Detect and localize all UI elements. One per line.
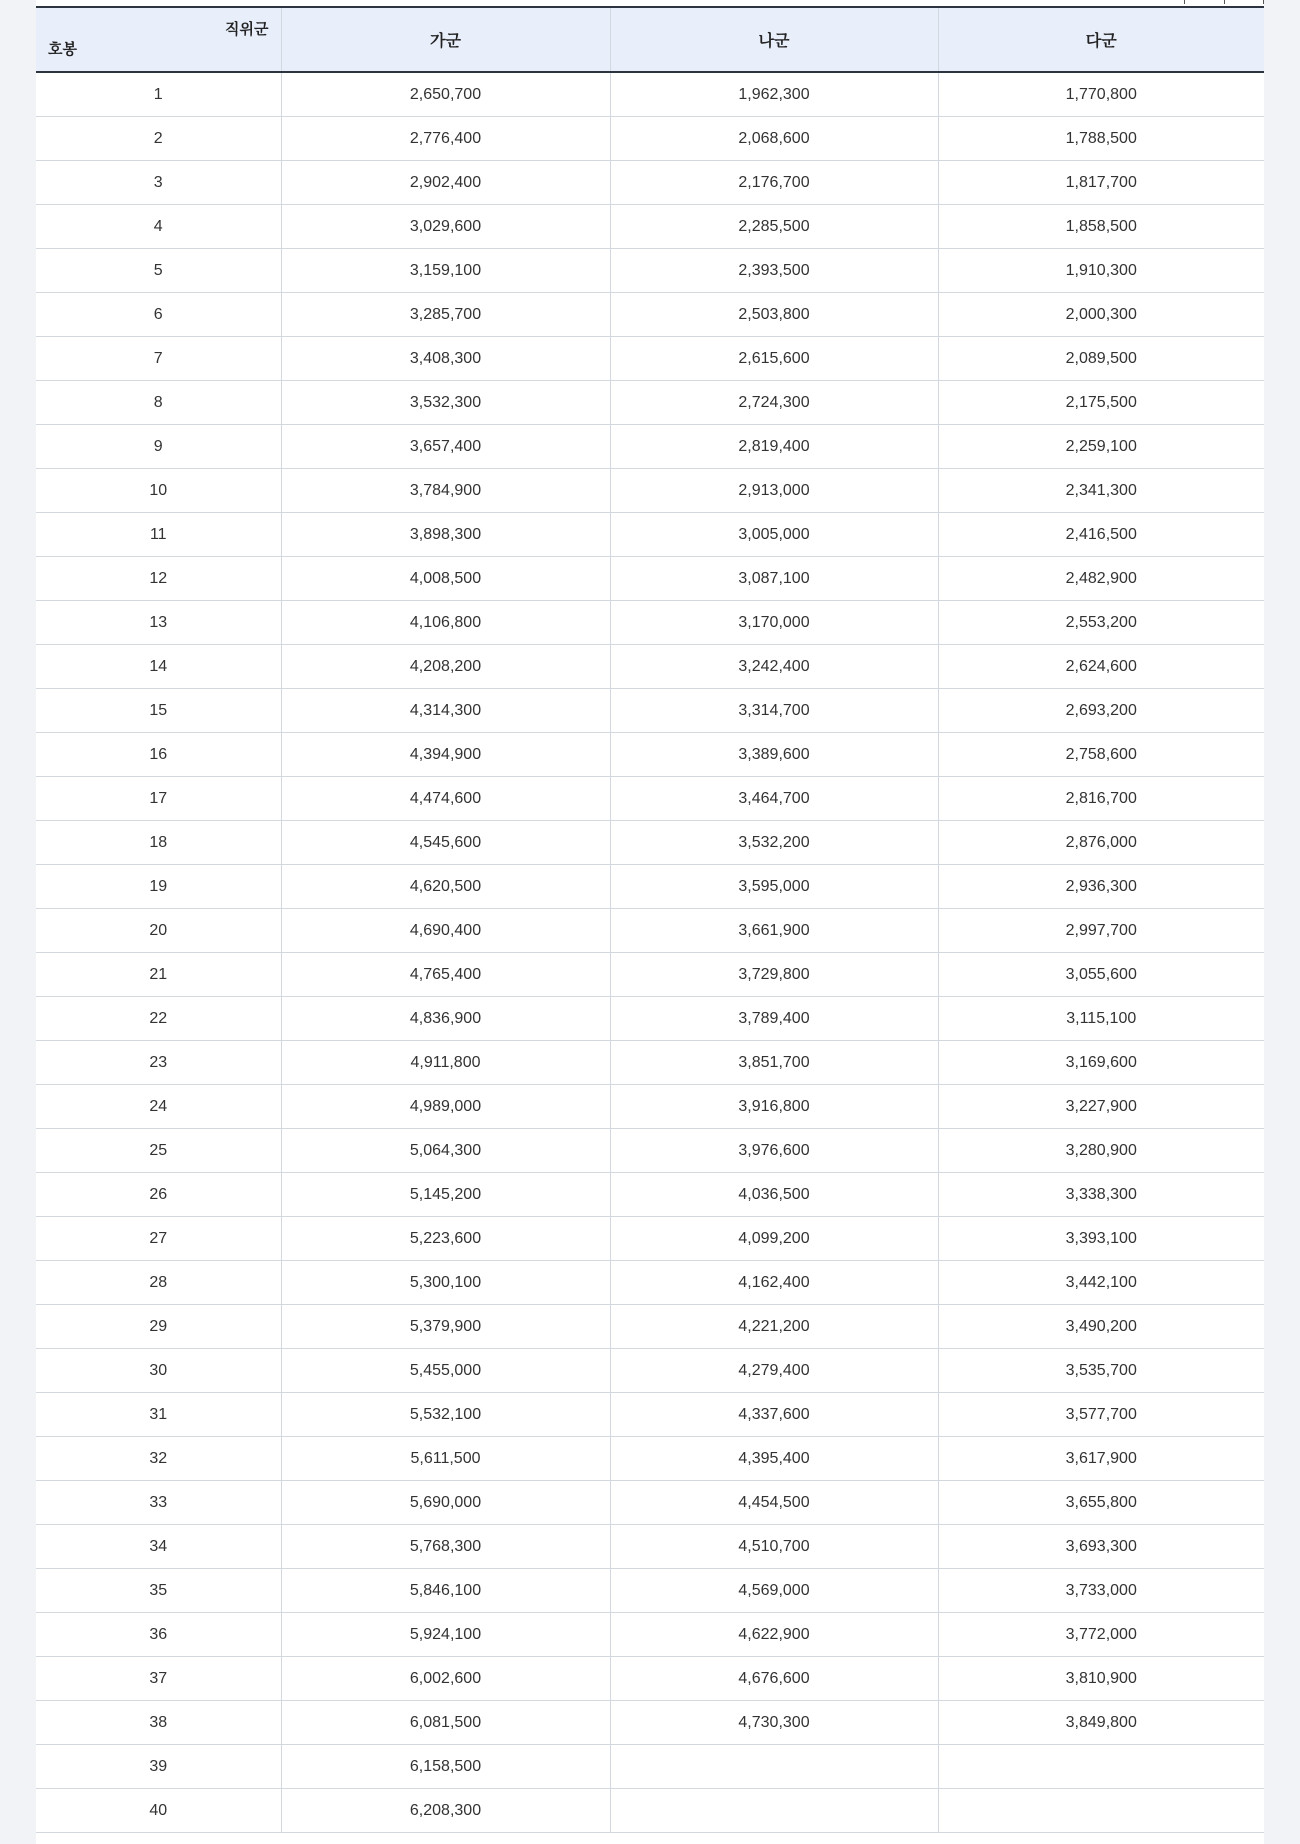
- step-cell: 40: [36, 1789, 281, 1833]
- ga-group-cell: 5,223,600: [281, 1217, 610, 1261]
- table-row: [36, 1173, 1264, 1217]
- step-cell: 10: [36, 469, 281, 513]
- da-group-cell: 3,490,200: [938, 1305, 1264, 1349]
- na-group-cell: 2,724,300: [610, 381, 938, 425]
- na-group-cell: 4,036,500: [610, 1173, 938, 1217]
- step-cell: 22: [36, 997, 281, 1041]
- table-row: [36, 1217, 1264, 1261]
- table-row: [36, 1041, 1264, 1085]
- ga-group-cell: 4,474,600: [281, 777, 610, 821]
- table-row: [36, 161, 1264, 205]
- step-cell: 13: [36, 601, 281, 645]
- step-cell: 2: [36, 117, 281, 161]
- da-group-cell: 2,997,700: [938, 909, 1264, 953]
- da-group-cell: 3,733,000: [938, 1569, 1264, 1613]
- step-cell: 29: [36, 1305, 281, 1349]
- na-group-cell: 2,913,000: [610, 469, 938, 513]
- step-cell: 36: [36, 1613, 281, 1657]
- da-group-cell: [938, 1745, 1264, 1789]
- step-cell: 27: [36, 1217, 281, 1261]
- da-group-cell: 1,770,800: [938, 72, 1264, 117]
- table-row: [36, 1701, 1264, 1745]
- step-cell: 26: [36, 1173, 281, 1217]
- table-row: [36, 1261, 1264, 1305]
- step-cell: 11: [36, 513, 281, 557]
- step-cell: 12: [36, 557, 281, 601]
- da-group-cell: 3,227,900: [938, 1085, 1264, 1129]
- step-cell: 15: [36, 689, 281, 733]
- ga-group-cell: 3,408,300: [281, 337, 610, 381]
- da-group-cell: 2,936,300: [938, 865, 1264, 909]
- table-row: [36, 72, 1264, 117]
- table-row: [36, 1393, 1264, 1437]
- step-cell: 23: [36, 1041, 281, 1085]
- table-row: [36, 645, 1264, 689]
- da-group-cell: 3,280,900: [938, 1129, 1264, 1173]
- na-group-cell: 4,279,400: [610, 1349, 938, 1393]
- da-group-cell: 2,259,100: [938, 425, 1264, 469]
- step-cell: 32: [36, 1437, 281, 1481]
- na-group-cell: 4,221,200: [610, 1305, 938, 1349]
- step-cell: 17: [36, 777, 281, 821]
- ga-group-cell: 2,776,400: [281, 117, 610, 161]
- na-group-cell: 3,170,000: [610, 601, 938, 645]
- na-group-cell: 3,851,700: [610, 1041, 938, 1085]
- da-group-cell: 2,876,000: [938, 821, 1264, 865]
- ga-group-cell: 5,846,100: [281, 1569, 610, 1613]
- da-group-cell: 3,338,300: [938, 1173, 1264, 1217]
- na-group-cell: 3,532,200: [610, 821, 938, 865]
- ga-group-cell: 4,989,000: [281, 1085, 610, 1129]
- table-row: [36, 997, 1264, 1041]
- table-row: [36, 381, 1264, 425]
- table-row: [36, 1305, 1264, 1349]
- ga-group-cell: 6,002,600: [281, 1657, 610, 1701]
- table-row: [36, 205, 1264, 249]
- na-group-cell: 3,595,000: [610, 865, 938, 909]
- ga-group-cell: 4,394,900: [281, 733, 610, 777]
- na-group-cell: 2,393,500: [610, 249, 938, 293]
- da-group-cell: [938, 1789, 1264, 1833]
- ga-group-cell: 4,765,400: [281, 953, 610, 997]
- ga-group-cell: 5,611,500: [281, 1437, 610, 1481]
- table-row: [36, 1525, 1264, 1569]
- ga-group-cell: 4,208,200: [281, 645, 610, 689]
- table-row: [36, 117, 1264, 161]
- da-group-cell: 2,624,600: [938, 645, 1264, 689]
- table-row: [36, 733, 1264, 777]
- table-row: [36, 953, 1264, 997]
- ga-group-cell: 5,924,100: [281, 1613, 610, 1657]
- table-row: [36, 821, 1264, 865]
- table-row: [36, 1481, 1264, 1525]
- step-cell: 7: [36, 337, 281, 381]
- na-group-cell: 3,976,600: [610, 1129, 938, 1173]
- table-header: [36, 7, 1264, 72]
- na-group-cell: 4,676,600: [610, 1657, 938, 1701]
- da-group-cell: 2,089,500: [938, 337, 1264, 381]
- na-group-cell: 4,569,000: [610, 1569, 938, 1613]
- da-group-cell: 1,788,500: [938, 117, 1264, 161]
- da-group-cell: 3,849,800: [938, 1701, 1264, 1745]
- step-cell: 1: [36, 72, 281, 117]
- step-cell: 5: [36, 249, 281, 293]
- na-group-cell: [610, 1789, 938, 1833]
- ga-group-cell: 2,650,700: [281, 72, 610, 117]
- da-group-cell: 3,055,600: [938, 953, 1264, 997]
- da-group-cell: 3,772,000: [938, 1613, 1264, 1657]
- na-group-cell: 3,916,800: [610, 1085, 938, 1129]
- ga-group-cell: 4,690,400: [281, 909, 610, 953]
- content-panel: [36, 0, 1264, 1844]
- ga-group-cell: 5,455,000: [281, 1349, 610, 1393]
- da-group-cell: 3,810,900: [938, 1657, 1264, 1701]
- table-row: [36, 513, 1264, 557]
- step-cell: 39: [36, 1745, 281, 1789]
- table-row: [36, 469, 1264, 513]
- top-edge-marks: [1144, 0, 1264, 4]
- table-row: [36, 1349, 1264, 1393]
- step-cell: 9: [36, 425, 281, 469]
- step-cell: 37: [36, 1657, 281, 1701]
- da-group-cell: 2,482,900: [938, 557, 1264, 601]
- da-group-cell: 2,758,600: [938, 733, 1264, 777]
- header-row: [36, 7, 1264, 72]
- na-group-cell: 2,068,600: [610, 117, 938, 161]
- table-row: [36, 1129, 1264, 1173]
- ga-group-cell: 6,081,500: [281, 1701, 610, 1745]
- ga-group-cell: 5,064,300: [281, 1129, 610, 1173]
- ga-group-cell: 3,159,100: [281, 249, 610, 293]
- step-cell: 21: [36, 953, 281, 997]
- da-group-cell: 3,393,100: [938, 1217, 1264, 1261]
- ga-group-cell: 4,911,800: [281, 1041, 610, 1085]
- table-row: [36, 865, 1264, 909]
- ga-group-cell: 6,208,300: [281, 1789, 610, 1833]
- table-row: [36, 777, 1264, 821]
- table-row: [36, 425, 1264, 469]
- na-group-cell: 3,389,600: [610, 733, 938, 777]
- ga-group-cell: 4,008,500: [281, 557, 610, 601]
- na-group-cell: 4,730,300: [610, 1701, 938, 1745]
- table-row: [36, 1437, 1264, 1481]
- na-group-cell: 2,819,400: [610, 425, 938, 469]
- ga-group-cell: 5,768,300: [281, 1525, 610, 1569]
- ga-group-cell: 4,836,900: [281, 997, 610, 1041]
- na-group-cell: 4,162,400: [610, 1261, 938, 1305]
- header-step-label: 호봉: [48, 41, 77, 58]
- header-column: 나군: [610, 7, 938, 72]
- step-cell: 24: [36, 1085, 281, 1129]
- na-group-cell: 3,005,000: [610, 513, 938, 557]
- da-group-cell: 2,175,500: [938, 381, 1264, 425]
- na-group-cell: 3,087,100: [610, 557, 938, 601]
- step-cell: 19: [36, 865, 281, 909]
- da-group-cell: 2,416,500: [938, 513, 1264, 557]
- table-row: [36, 689, 1264, 733]
- table-row: [36, 1569, 1264, 1613]
- step-cell: 38: [36, 1701, 281, 1745]
- da-group-cell: 2,693,200: [938, 689, 1264, 733]
- da-group-cell: 1,910,300: [938, 249, 1264, 293]
- na-group-cell: 2,503,800: [610, 293, 938, 337]
- da-group-cell: 3,617,900: [938, 1437, 1264, 1481]
- step-cell: 28: [36, 1261, 281, 1305]
- da-group-cell: 3,535,700: [938, 1349, 1264, 1393]
- step-cell: 6: [36, 293, 281, 337]
- step-cell: 33: [36, 1481, 281, 1525]
- step-cell: 3: [36, 161, 281, 205]
- table-row: [36, 1657, 1264, 1701]
- step-cell: 20: [36, 909, 281, 953]
- na-group-cell: 4,510,700: [610, 1525, 938, 1569]
- na-group-cell: 2,285,500: [610, 205, 938, 249]
- na-group-cell: 3,729,800: [610, 953, 938, 997]
- header-column: 가군: [281, 7, 610, 72]
- table-row: [36, 1789, 1264, 1833]
- table-row: [36, 909, 1264, 953]
- na-group-cell: 4,337,600: [610, 1393, 938, 1437]
- da-group-cell: 2,341,300: [938, 469, 1264, 513]
- ga-group-cell: 3,657,400: [281, 425, 610, 469]
- step-cell: 18: [36, 821, 281, 865]
- ga-group-cell: 5,690,000: [281, 1481, 610, 1525]
- na-group-cell: 1,962,300: [610, 72, 938, 117]
- na-group-cell: 4,395,400: [610, 1437, 938, 1481]
- step-cell: 35: [36, 1569, 281, 1613]
- na-group-cell: [610, 1745, 938, 1789]
- na-group-cell: 3,789,400: [610, 997, 938, 1041]
- ga-group-cell: 4,545,600: [281, 821, 610, 865]
- na-group-cell: 4,454,500: [610, 1481, 938, 1525]
- table-body: [36, 72, 1264, 1833]
- da-group-cell: 3,115,100: [938, 997, 1264, 1041]
- na-group-cell: 4,099,200: [610, 1217, 938, 1261]
- ga-group-cell: 5,532,100: [281, 1393, 610, 1437]
- na-group-cell: 3,242,400: [610, 645, 938, 689]
- na-group-cell: 3,464,700: [610, 777, 938, 821]
- step-cell: 30: [36, 1349, 281, 1393]
- ga-group-cell: 2,902,400: [281, 161, 610, 205]
- step-cell: 14: [36, 645, 281, 689]
- ga-group-cell: 5,300,100: [281, 1261, 610, 1305]
- da-group-cell: 3,693,300: [938, 1525, 1264, 1569]
- da-group-cell: 2,816,700: [938, 777, 1264, 821]
- ga-group-cell: 3,029,600: [281, 205, 610, 249]
- da-group-cell: 3,169,600: [938, 1041, 1264, 1085]
- ga-group-cell: 6,158,500: [281, 1745, 610, 1789]
- header-position-group-label: 직위군: [225, 21, 269, 38]
- ga-group-cell: 3,898,300: [281, 513, 610, 557]
- diagonal-header-cell: [36, 7, 281, 72]
- table-row: [36, 557, 1264, 601]
- step-cell: 16: [36, 733, 281, 777]
- table-row: [36, 1613, 1264, 1657]
- header-column: 다군: [938, 7, 1264, 72]
- da-group-cell: 3,655,800: [938, 1481, 1264, 1525]
- ga-group-cell: 3,532,300: [281, 381, 610, 425]
- da-group-cell: 1,817,700: [938, 161, 1264, 205]
- ga-group-cell: 4,106,800: [281, 601, 610, 645]
- na-group-cell: 3,661,900: [610, 909, 938, 953]
- ga-group-cell: 3,285,700: [281, 293, 610, 337]
- da-group-cell: 1,858,500: [938, 205, 1264, 249]
- na-group-cell: 3,314,700: [610, 689, 938, 733]
- da-group-cell: 3,577,700: [938, 1393, 1264, 1437]
- table-row: [36, 1085, 1264, 1129]
- ga-group-cell: 4,314,300: [281, 689, 610, 733]
- step-cell: 34: [36, 1525, 281, 1569]
- na-group-cell: 2,615,600: [610, 337, 938, 381]
- step-cell: 31: [36, 1393, 281, 1437]
- ga-group-cell: 5,379,900: [281, 1305, 610, 1349]
- na-group-cell: 2,176,700: [610, 161, 938, 205]
- salary-table: [36, 6, 1264, 1833]
- table-row: [36, 337, 1264, 381]
- step-cell: 8: [36, 381, 281, 425]
- na-group-cell: 4,622,900: [610, 1613, 938, 1657]
- da-group-cell: 2,553,200: [938, 601, 1264, 645]
- da-group-cell: 3,442,100: [938, 1261, 1264, 1305]
- ga-group-cell: 4,620,500: [281, 865, 610, 909]
- da-group-cell: 2,000,300: [938, 293, 1264, 337]
- table-row: [36, 293, 1264, 337]
- table-row: [36, 601, 1264, 645]
- ga-group-cell: 3,784,900: [281, 469, 610, 513]
- step-cell: 4: [36, 205, 281, 249]
- table-row: [36, 249, 1264, 293]
- ga-group-cell: 5,145,200: [281, 1173, 610, 1217]
- table-row: [36, 1745, 1264, 1789]
- step-cell: 25: [36, 1129, 281, 1173]
